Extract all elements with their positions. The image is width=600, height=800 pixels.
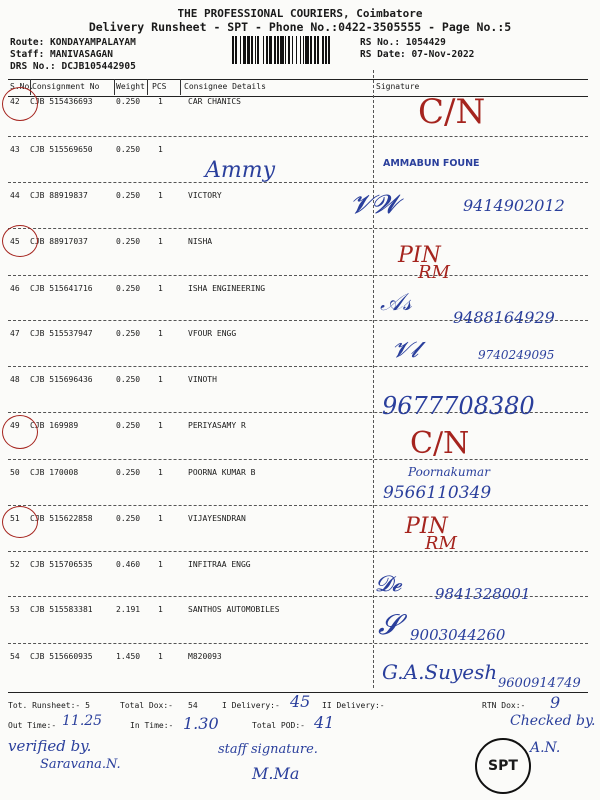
r49-signature: C/N xyxy=(410,426,470,461)
sno-cell: 53 xyxy=(10,605,20,614)
weight-cell: 0.250 xyxy=(116,514,141,523)
consignment-no-cell: CJB 515436693 xyxy=(30,97,93,106)
sno-42-circle xyxy=(2,87,38,121)
weight-cell: 0.250 xyxy=(116,284,141,293)
consignment-no-cell: CJB 515583381 xyxy=(30,605,93,614)
col-signature: Signature xyxy=(376,82,420,91)
r42-signature: C/N xyxy=(418,92,486,132)
total-dox-value: 54 xyxy=(188,701,198,710)
pcs-cell: 1 xyxy=(158,284,163,293)
pcs-cell: 1 xyxy=(158,605,163,614)
consignment-no-cell: CJB 515706535 xyxy=(30,560,93,569)
pcs-cell: 1 xyxy=(158,560,163,569)
checked-by: Checked by. xyxy=(510,713,596,729)
ii-delivery-label: II Delivery:- xyxy=(322,701,385,710)
row-separator xyxy=(8,366,588,367)
sno-cell: 54 xyxy=(10,652,20,661)
row-separator xyxy=(8,228,588,229)
sno-45-circle xyxy=(2,225,38,257)
weight-cell: 2.191 xyxy=(116,605,141,614)
consignee-cell: VFOUR ENGG xyxy=(188,329,237,338)
sno-cell: 45 xyxy=(10,237,20,246)
weight-cell: 0.250 xyxy=(116,237,141,246)
verified-by: verified by. xyxy=(8,737,92,755)
consignment-no-cell: CJB 515660935 xyxy=(30,652,93,661)
r44-signature-scribble: 𝓥𝓦 xyxy=(350,190,399,220)
r52-signature: 𝓓𝓮 xyxy=(375,572,402,597)
rtn-dox-label: RTN Dox:- xyxy=(482,701,526,710)
sno-cell: 49 xyxy=(10,421,20,430)
consignment-no-cell: CJB 515696436 xyxy=(30,375,93,384)
sno-cell: 43 xyxy=(10,145,20,154)
pcs-cell: 1 xyxy=(158,191,163,200)
consignment-no-cell: CJB 515641716 xyxy=(30,284,93,293)
r54-signature: G.A.Suyesh xyxy=(382,660,498,684)
col-pcs: PCS xyxy=(152,82,167,91)
r43-signature: Ammy xyxy=(205,158,276,183)
pcs-cell: 1 xyxy=(158,97,163,106)
pcs-cell: 1 xyxy=(158,329,163,338)
staff-signature: M.Ma xyxy=(252,764,300,783)
col-sno: S.No. xyxy=(10,82,35,91)
weight-cell: 1.450 xyxy=(116,652,141,661)
sno-cell: 48 xyxy=(10,375,20,384)
weight-cell: 0.250 xyxy=(116,468,141,477)
pcs-cell: 1 xyxy=(158,237,163,246)
pcs-cell: 1 xyxy=(158,145,163,154)
consignment-no-cell: CJB 170008 xyxy=(30,468,79,477)
consignee-cell: VICTORY xyxy=(188,191,222,200)
rs-no-label: RS No.: 1054429 xyxy=(360,37,446,48)
row-separator xyxy=(8,136,588,137)
sno-51-circle xyxy=(2,506,38,538)
consignee-cell: VIJAYESNDRAN xyxy=(188,514,246,523)
r46-signature: 𝒜𝓈 xyxy=(380,288,412,316)
total-pod-label: Total POD:- xyxy=(252,721,305,730)
weight-cell: 0.250 xyxy=(116,191,141,200)
r54-phone: 9600914749 xyxy=(498,676,581,691)
row-separator xyxy=(8,459,588,460)
r47-phone: 9740249095 xyxy=(478,348,555,362)
r46-phone: 9488164929 xyxy=(453,308,555,327)
row-separator xyxy=(8,551,588,552)
consignee-cell: INFITRAA ENGG xyxy=(188,560,251,569)
pcs-cell: 1 xyxy=(158,421,163,430)
consignment-no-cell: CJB 515537947 xyxy=(30,329,93,338)
pcs-cell: 1 xyxy=(158,652,163,661)
consignee-cell: CAR CHANICS xyxy=(188,97,241,106)
r53-phone: 9003044260 xyxy=(410,626,506,644)
weight-cell: 0.250 xyxy=(116,329,141,338)
pcs-cell: 1 xyxy=(158,468,163,477)
spt-stamp: SPT xyxy=(475,738,531,794)
consignee-cell: NISHA xyxy=(188,237,213,246)
r45-note-rm: RM xyxy=(418,262,450,283)
total-dox-label: Total Dox:- xyxy=(120,701,173,710)
consignee-cell: ISHA ENGINEERING xyxy=(188,284,266,293)
company-title: THE PROFESSIONAL COURIERS, Coimbatore xyxy=(177,7,423,20)
consignment-no-cell: CJB 88917037 xyxy=(30,237,88,246)
rs-date-label: RS Date: 07-Nov-2022 xyxy=(360,49,475,60)
i-delivery-value: 45 xyxy=(290,692,311,711)
staff-signature-label: staff signature. xyxy=(218,742,318,757)
sno-cell: 51 xyxy=(10,514,20,523)
r44-phone: 9414902012 xyxy=(463,196,565,215)
verified-name: Saravana.N. xyxy=(40,757,121,772)
pcs-cell: 1 xyxy=(158,514,163,523)
col-consignment: Consignment No xyxy=(32,82,100,91)
weight-cell: 0.250 xyxy=(116,375,141,384)
sno-cell: 46 xyxy=(10,284,20,293)
runsheet-subtitle: Delivery Runsheet - SPT - Phone No.:0422-3505555 - Page No.:5 xyxy=(88,20,512,34)
sno-cell: 42 xyxy=(10,97,20,106)
consignment-no-cell: CJB 169989 xyxy=(30,421,79,430)
staff-label: Staff: MANIVASAGAN xyxy=(10,49,113,60)
sno-cell: 52 xyxy=(10,560,20,569)
sno-cell: 47 xyxy=(10,329,20,338)
barcode xyxy=(232,36,354,64)
r48-phone: 9677708380 xyxy=(382,392,535,420)
out-time-value: 11.25 xyxy=(62,713,103,729)
stamp-signature: A.N. xyxy=(530,740,561,756)
r52-phone: 9841328001 xyxy=(435,585,531,603)
rtn-dox-value: 9 xyxy=(550,693,561,712)
consignee-cell: M820093 xyxy=(188,652,222,661)
r42-stamp: AMMABUN FOUNE xyxy=(383,158,480,169)
weight-cell: 0.250 xyxy=(116,145,141,154)
in-time-label: In Time:- xyxy=(130,721,174,730)
row-separator xyxy=(8,182,588,183)
drs-label: DRS No.: DCJB105442905 xyxy=(10,61,136,72)
consignment-no-cell: CJB 515622858 xyxy=(30,514,93,523)
out-time-label: Out Time:- xyxy=(8,721,57,730)
row-separator xyxy=(8,275,588,276)
weight-cell: 0.460 xyxy=(116,560,141,569)
consignment-no-cell: CJB 88919837 xyxy=(30,191,88,200)
r47-signature: 𝓥𝓵 xyxy=(392,338,419,363)
consignee-cell: VINOTH xyxy=(188,375,217,384)
i-delivery-label: I Delivery:- xyxy=(222,701,280,710)
consignee-cell: PERIYASAMY R xyxy=(188,421,246,430)
col-weight: Weight xyxy=(116,82,145,91)
tot-runsheet: Tot. Runsheet:- 5 xyxy=(8,701,90,710)
r51-note-rm: RM xyxy=(425,533,457,554)
r45-note-pin: PIN xyxy=(398,243,441,268)
consignee-cell: POORNA KUMAR B xyxy=(188,468,256,477)
in-time-value: 1.30 xyxy=(183,714,219,733)
sno-cell: 44 xyxy=(10,191,20,200)
r53-signature: 𝓢 xyxy=(378,608,400,641)
row-separator xyxy=(8,505,588,506)
weight-cell: 0.250 xyxy=(116,421,141,430)
barcode-bar xyxy=(328,36,330,64)
col-consignee: Consignee Details xyxy=(184,82,266,91)
pcs-cell: 1 xyxy=(158,375,163,384)
r51-note-pin: PIN xyxy=(405,514,448,539)
sno-cell: 50 xyxy=(10,468,20,477)
r50-phone: 9566110349 xyxy=(383,483,492,503)
sno-49-circle xyxy=(2,415,38,449)
table-header xyxy=(8,79,588,97)
consignee-cell: SANTHOS AUTOMOBILES xyxy=(188,605,280,614)
weight-cell: 0.250 xyxy=(116,97,141,106)
total-pod-value: 41 xyxy=(314,713,335,732)
r50-signature: Poornakumar xyxy=(408,465,490,479)
consignment-no-cell: CJB 515569650 xyxy=(30,145,93,154)
route-label: Route: KONDAYAMPALAYAM xyxy=(10,37,136,48)
